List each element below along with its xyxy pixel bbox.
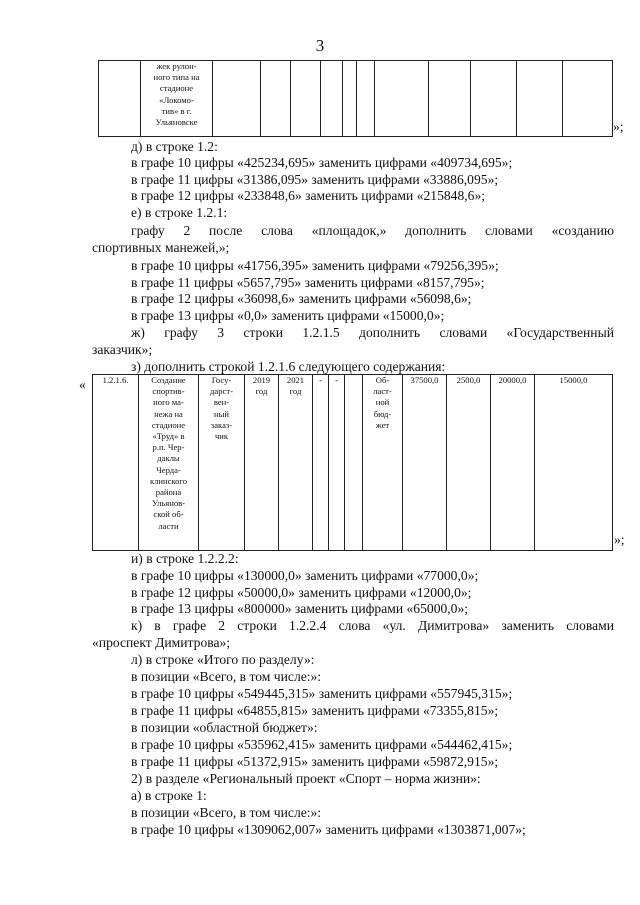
top-cell xyxy=(375,61,429,137)
amend-line: в позиции «Всего, в том числе:»: xyxy=(131,669,322,684)
top-cell xyxy=(563,61,613,137)
amend-line: в позиции «Всего, в том числе:»: xyxy=(131,805,322,820)
amend-justified-line: графу 2 после слова «площадок,» дополнить словами «созданию xyxy=(131,223,614,238)
top-cell xyxy=(429,61,471,137)
amend-line: в графе 10 цифры «549445,315» заменить цифрами «557945,315»; xyxy=(131,686,513,701)
row-table-closing: »; xyxy=(614,532,625,547)
amend-line: в графе 11 цифры «51372,915» заменить цифрами «59872,915»; xyxy=(131,754,499,769)
top-cell-code xyxy=(99,61,141,137)
cell-dash: - xyxy=(329,375,345,551)
customer-line: дарст- xyxy=(210,386,233,397)
top-cell xyxy=(213,61,261,137)
amend-line: 2) в разделе «Региональный проект «Спорт – норма жизни»: xyxy=(131,771,481,786)
row-1216-table xyxy=(92,374,613,551)
cell-name xyxy=(139,375,199,551)
amend-line: в графе 11 цифры «64855,815» заменить цифрами «73355,815»; xyxy=(131,703,499,718)
customer-line: вен- xyxy=(213,397,230,408)
end-line: год xyxy=(289,386,302,397)
amend-line: в позиции «областной бюджет»: xyxy=(131,720,318,735)
name-line: района xyxy=(155,487,182,498)
source-line: бюд- xyxy=(373,408,392,419)
top-cell xyxy=(291,61,321,137)
source-line: ной xyxy=(375,397,390,408)
customer-line: чик xyxy=(214,431,229,442)
top-table-closing: »; xyxy=(613,119,624,134)
amend-line: в графе 13 цифры «800000» заменить цифрами «65000,0»; xyxy=(131,601,469,616)
source-line: ласт- xyxy=(373,386,392,397)
cell-source xyxy=(363,375,403,551)
name-line: Ульянов- xyxy=(151,498,186,509)
amend-line: и) в строке 1.2.2.2: xyxy=(131,551,239,566)
name-line: ного ма- xyxy=(153,397,184,408)
cell-empty xyxy=(345,375,363,551)
amend-line: в графе 10 цифры «535962,415» заменить цифрами «544462,415»; xyxy=(131,737,513,752)
amend-line: з) дополнить строкой 1.2.1.6 следующего содержания: xyxy=(131,359,446,374)
amend-line: е) в строке 1.2.1: xyxy=(131,205,228,220)
start-line: год xyxy=(255,386,268,397)
amend-line: в графе 10 цифры «1309062,007» заменить цифрами «1303871,007»; xyxy=(131,822,526,837)
amend-line: в графе 12 цифры «233848,6» заменить цифрами «215848,6»; xyxy=(131,188,486,203)
name-line: «Труд» в xyxy=(152,431,185,442)
row-open-quote: « xyxy=(79,377,86,392)
cell-code: 1.2.1.6. xyxy=(93,375,139,551)
source-line: жет xyxy=(375,419,390,430)
name-line: клинского xyxy=(149,475,188,486)
cell-col12: 20000,0 xyxy=(491,375,535,551)
cell-col13: 15000,0 xyxy=(535,375,613,551)
amend-line: д) в строке 1.2: xyxy=(131,139,218,154)
amend-line: в графе 11 цифры «5657,795» заменить цифрами «8157,795»; xyxy=(131,275,485,290)
amend-line: «проспект Димитрова»; xyxy=(92,635,231,650)
name-line: даклы xyxy=(157,453,180,464)
amend-line: а) в строке 1: xyxy=(131,788,207,803)
amend-line: в графе 12 цифры «36098,6» заменить цифрами «56098,6»; xyxy=(131,291,472,306)
cell-col10: 37500,0 xyxy=(403,375,447,551)
source-line: Об- xyxy=(375,375,390,385)
amend-line: в графе 12 цифры «50000,0» заменить цифрами «12000,0»; xyxy=(131,585,472,600)
top-cell xyxy=(471,61,517,137)
name-line: ласти xyxy=(158,520,179,531)
amend-line: в графе 13 цифры «0,0» заменить цифрами «15000,0»; xyxy=(131,308,445,323)
amend-line: в графе 11 цифры «31386,095» заменить цифрами «33886,095»; xyxy=(131,172,499,187)
amend-line: спортивных манежей,»; xyxy=(92,240,230,255)
amend-justified-line: ж) графу 3 строки 1.2.1.5 дополнить словами «Государственный xyxy=(131,325,614,340)
cell-customer xyxy=(199,375,245,551)
amend-line: в графе 10 цифры «425234,695» заменить цифрами «409734,695»; xyxy=(131,155,513,170)
top-cell xyxy=(343,61,357,137)
top-cell xyxy=(357,61,375,137)
top-cell xyxy=(517,61,563,137)
end-line: 2021 xyxy=(286,375,305,385)
cell-col11: 2500,0 xyxy=(447,375,491,551)
name-line: ного типа на xyxy=(153,72,200,83)
customer-line: ный xyxy=(214,408,229,419)
amend-justified-line: к) в графе 2 строки 1.2.2.4 слова «ул. Димитрова» заменить словами xyxy=(131,618,614,633)
name-line: жек рулон- xyxy=(156,61,197,71)
cell-end-year xyxy=(279,375,313,551)
page-number: 3 xyxy=(315,36,325,55)
top-table-fragment xyxy=(98,60,613,137)
amend-line: в графе 10 цифры «130000,0» заменить цифрами «77000,0»; xyxy=(131,568,479,583)
name-line: Черда- xyxy=(156,464,181,475)
name-line: р.п. Чер- xyxy=(152,442,185,453)
top-cell xyxy=(261,61,291,137)
name-line: Ульяновске xyxy=(155,117,198,128)
cell-dash: - xyxy=(313,375,329,551)
name-line: ской об- xyxy=(153,509,184,520)
name-line: тив» в г. xyxy=(161,105,192,116)
name-line: Создание xyxy=(151,375,186,385)
name-line: нежа на xyxy=(154,408,183,419)
customer-line: Госу- xyxy=(211,375,232,385)
amend-line: в графе 10 цифры «41756,395» заменить цифрами «79256,395»; xyxy=(131,258,499,273)
customer-line: заказ- xyxy=(210,419,233,430)
name-line: стадионе xyxy=(151,419,186,430)
top-cell xyxy=(321,61,343,137)
amend-line: заказчик»; xyxy=(92,342,153,357)
amend-line: л) в строке «Итого по разделу»: xyxy=(131,652,315,667)
top-cell-name xyxy=(141,61,213,137)
start-line: 2019 xyxy=(252,375,271,385)
cell-start-year xyxy=(245,375,279,551)
name-line: стадионе xyxy=(159,83,194,94)
name-line: спортив- xyxy=(152,386,185,397)
name-line: «Локомо- xyxy=(159,94,194,105)
